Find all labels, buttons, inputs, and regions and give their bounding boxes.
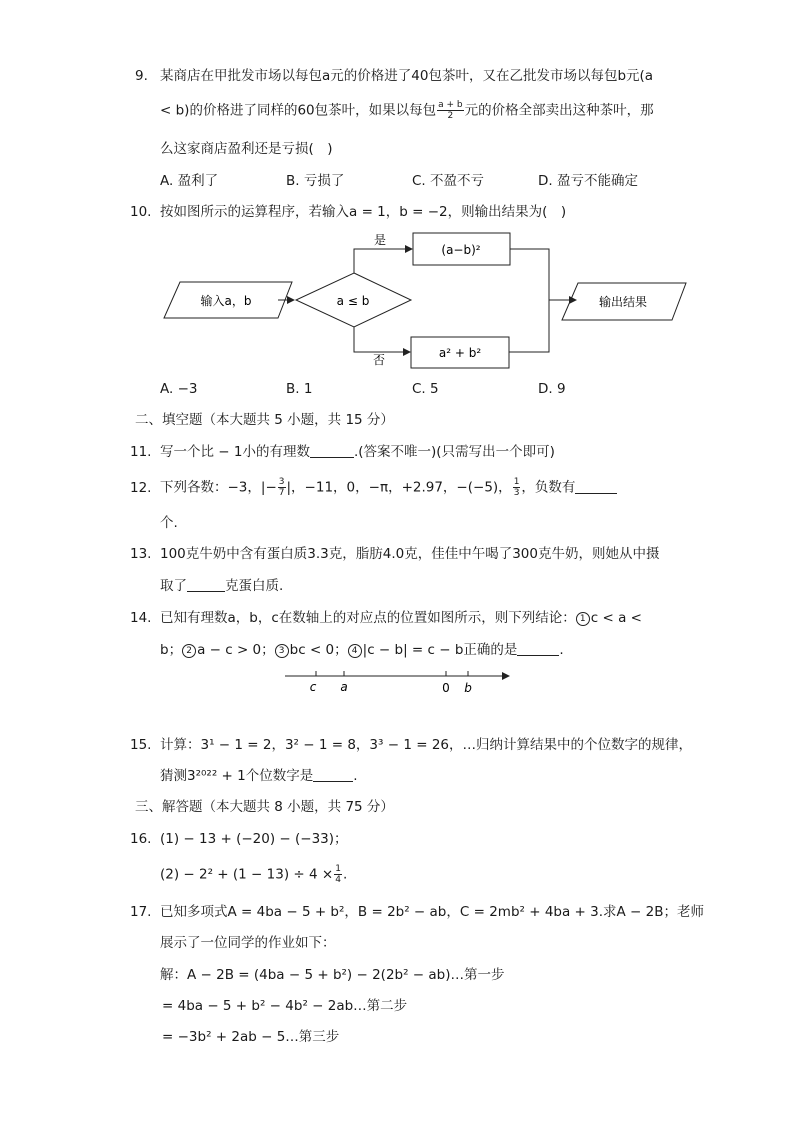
axis-label-0: 0	[442, 681, 450, 695]
q9-option-d: D. 盈亏不能确定	[538, 173, 638, 189]
flow-merge-top	[509, 249, 549, 352]
flow-yes-label: 是	[374, 233, 387, 247]
q11-text-b: .(答案不唯一)(只需写出一个即可)	[353, 444, 555, 460]
q14-line2-d: |c − b| = c − b正确的是	[362, 642, 518, 658]
q12-text-c: ，负数有	[521, 479, 576, 496]
q14-circle-3: 3	[275, 644, 289, 658]
q9-line2-a: < b)的价格进了同样的60包茶叶，如果以每包	[160, 102, 437, 119]
q12-fraction-1	[278, 477, 286, 498]
q14-circle-4: 4	[348, 644, 362, 658]
q11-blank	[310, 443, 354, 458]
q16-line2	[160, 864, 347, 885]
q12-line2: 个.	[160, 515, 178, 531]
q12-number: 12.	[130, 480, 152, 496]
q12-text-a: 下列各数：−3，|−	[160, 479, 277, 496]
q15-number: 15.	[130, 737, 152, 753]
q10-option-b: B. 1	[286, 381, 313, 397]
flow-condition-label: a ≤ b	[336, 294, 370, 308]
q17-line5: = −3b² + 2ab − 5…第三步	[162, 1029, 340, 1045]
q17-line4: = 4ba − 5 + b² − 4b² − 2ab…第二步	[162, 998, 408, 1014]
q16-frac-num: 1	[335, 864, 341, 874]
section-3-heading: 三、解答题（本大题共 8 小题，共 75 分）	[135, 799, 394, 815]
q12-frac2-num: 1	[513, 477, 520, 487]
q10-number: 10.	[130, 204, 152, 220]
flow-output-label: 输出结果	[598, 295, 648, 309]
q17-number: 17.	[130, 904, 152, 920]
q9-option-c: C. 不盈不亏	[412, 173, 485, 189]
q10-option-d: D. 9	[538, 381, 566, 397]
q14-line2-c: bc < 0；	[289, 642, 348, 658]
q12-frac1-den: 7	[278, 488, 285, 498]
q13-line2-a: 取了	[160, 578, 187, 594]
q10-option-c: C. 5	[412, 381, 439, 397]
q15-blank	[313, 767, 353, 782]
q16-number: 16.	[130, 831, 152, 847]
q14-line1-b: c < a <	[590, 610, 642, 626]
q14-number: 14.	[130, 610, 152, 626]
q9-option-b: B. 亏损了	[286, 173, 345, 189]
q14-line1	[160, 609, 642, 627]
q13-line1: 100克牛奶中含有蛋白质3.3克，脂肪4.0克，佳佳中午喝了300克牛奶，则她从中摄	[160, 546, 660, 562]
q15-line1: 计算：3¹ − 1 = 2，3² − 1 = 8，3³ − 1 = 26，…归纳计算结果中的个位数字的规律，	[160, 737, 692, 753]
q14-line2-a: b；	[160, 642, 183, 658]
q14-line2	[160, 641, 564, 659]
q14-line2-e: .	[559, 642, 564, 658]
q12-frac1-num: 3	[278, 477, 285, 487]
q9-option-a: A. 盈利了	[160, 173, 219, 189]
q12-line1	[160, 477, 617, 498]
flow-no-line	[354, 327, 410, 352]
q9-line2-b: 元的价格全部卖出这种茶叶，那	[464, 102, 654, 119]
q9-line1: 某商店在甲批发市场以每包a元的价格进了40包茶叶，又在乙批发市场以每包b元(a	[160, 68, 654, 84]
flow-no-label: 否	[373, 353, 386, 367]
flow-no-box-label: a² + b²	[438, 346, 482, 360]
q13-number: 13.	[130, 546, 152, 562]
q13-blank	[187, 577, 225, 592]
q11-line	[160, 443, 555, 461]
q12-blank	[575, 479, 617, 494]
q16-line2-b: .	[342, 866, 348, 883]
q14-line2-b: a − c > 0；	[197, 642, 275, 658]
q9-frac-num: a + b	[438, 100, 463, 110]
q15-line2	[160, 767, 358, 785]
q16-line2-a: (2) − 2² + (1 − 13) ÷ 4 ×	[160, 866, 334, 883]
q14-blank	[517, 641, 559, 656]
q10-text: 按如图所示的运算程序，若输入a = 1，b = −2，则输出结果为( )	[160, 204, 567, 220]
q10-option-a: A. −3	[160, 381, 198, 397]
q9-line3: 么这家商店盈利还是亏损( )	[160, 141, 333, 157]
q12-frac2-den: 3	[513, 488, 520, 498]
q12-fraction-2	[513, 477, 521, 498]
q14-circle-2: 2	[182, 644, 196, 658]
q16-frac-den: 4	[335, 875, 341, 885]
flow-yes-box-label: (a−b)²	[441, 243, 481, 257]
q17-line3: 解：A − 2B = (4ba − 5 + b²) − 2(2b² − ab)…第一步	[160, 967, 505, 983]
q11-text-a: 写一个比 − 1小的有理数	[160, 444, 310, 460]
q9-number: 9.	[135, 68, 148, 84]
q13-line2-b: 克蛋白质.	[225, 578, 284, 594]
section-2-heading: 二、填空题（本大题共 5 小题，共 15 分）	[135, 412, 394, 428]
q15-line2-a: 猜测3²⁰²² + 1个位数字是	[160, 768, 314, 784]
flow-input-label: 输入a，b	[200, 294, 252, 308]
q14-circle-1: 1	[576, 612, 590, 626]
q15-line2-b: .	[353, 768, 358, 784]
q16-line1: (1) − 13 + (−20) − (−33)；	[160, 831, 348, 847]
q14-line1-a: 已知有理数a，b，c在数轴上的对应点的位置如图所示，则下列结论：	[160, 610, 576, 626]
q17-line2: 展示了一位同学的作业如下：	[160, 935, 336, 951]
flow-yes-line	[354, 249, 412, 273]
q13-line2	[160, 577, 283, 595]
q16-fraction	[334, 864, 342, 885]
axis-label-c: c	[309, 680, 317, 694]
q11-number: 11.	[130, 444, 152, 460]
q9-frac-den: 2	[447, 111, 454, 121]
axis-label-a: a	[340, 680, 348, 694]
q17-line1: 已知多项式A = 4ba − 5 + b²，B = 2b² − ab，C = 2mb² + 4ba + 3.求A − 2B；老师	[160, 904, 705, 920]
q12-text-b: |，−11，0，−π，+2.97，−(−5)，	[286, 479, 512, 496]
axis-label-b: b	[464, 681, 472, 695]
